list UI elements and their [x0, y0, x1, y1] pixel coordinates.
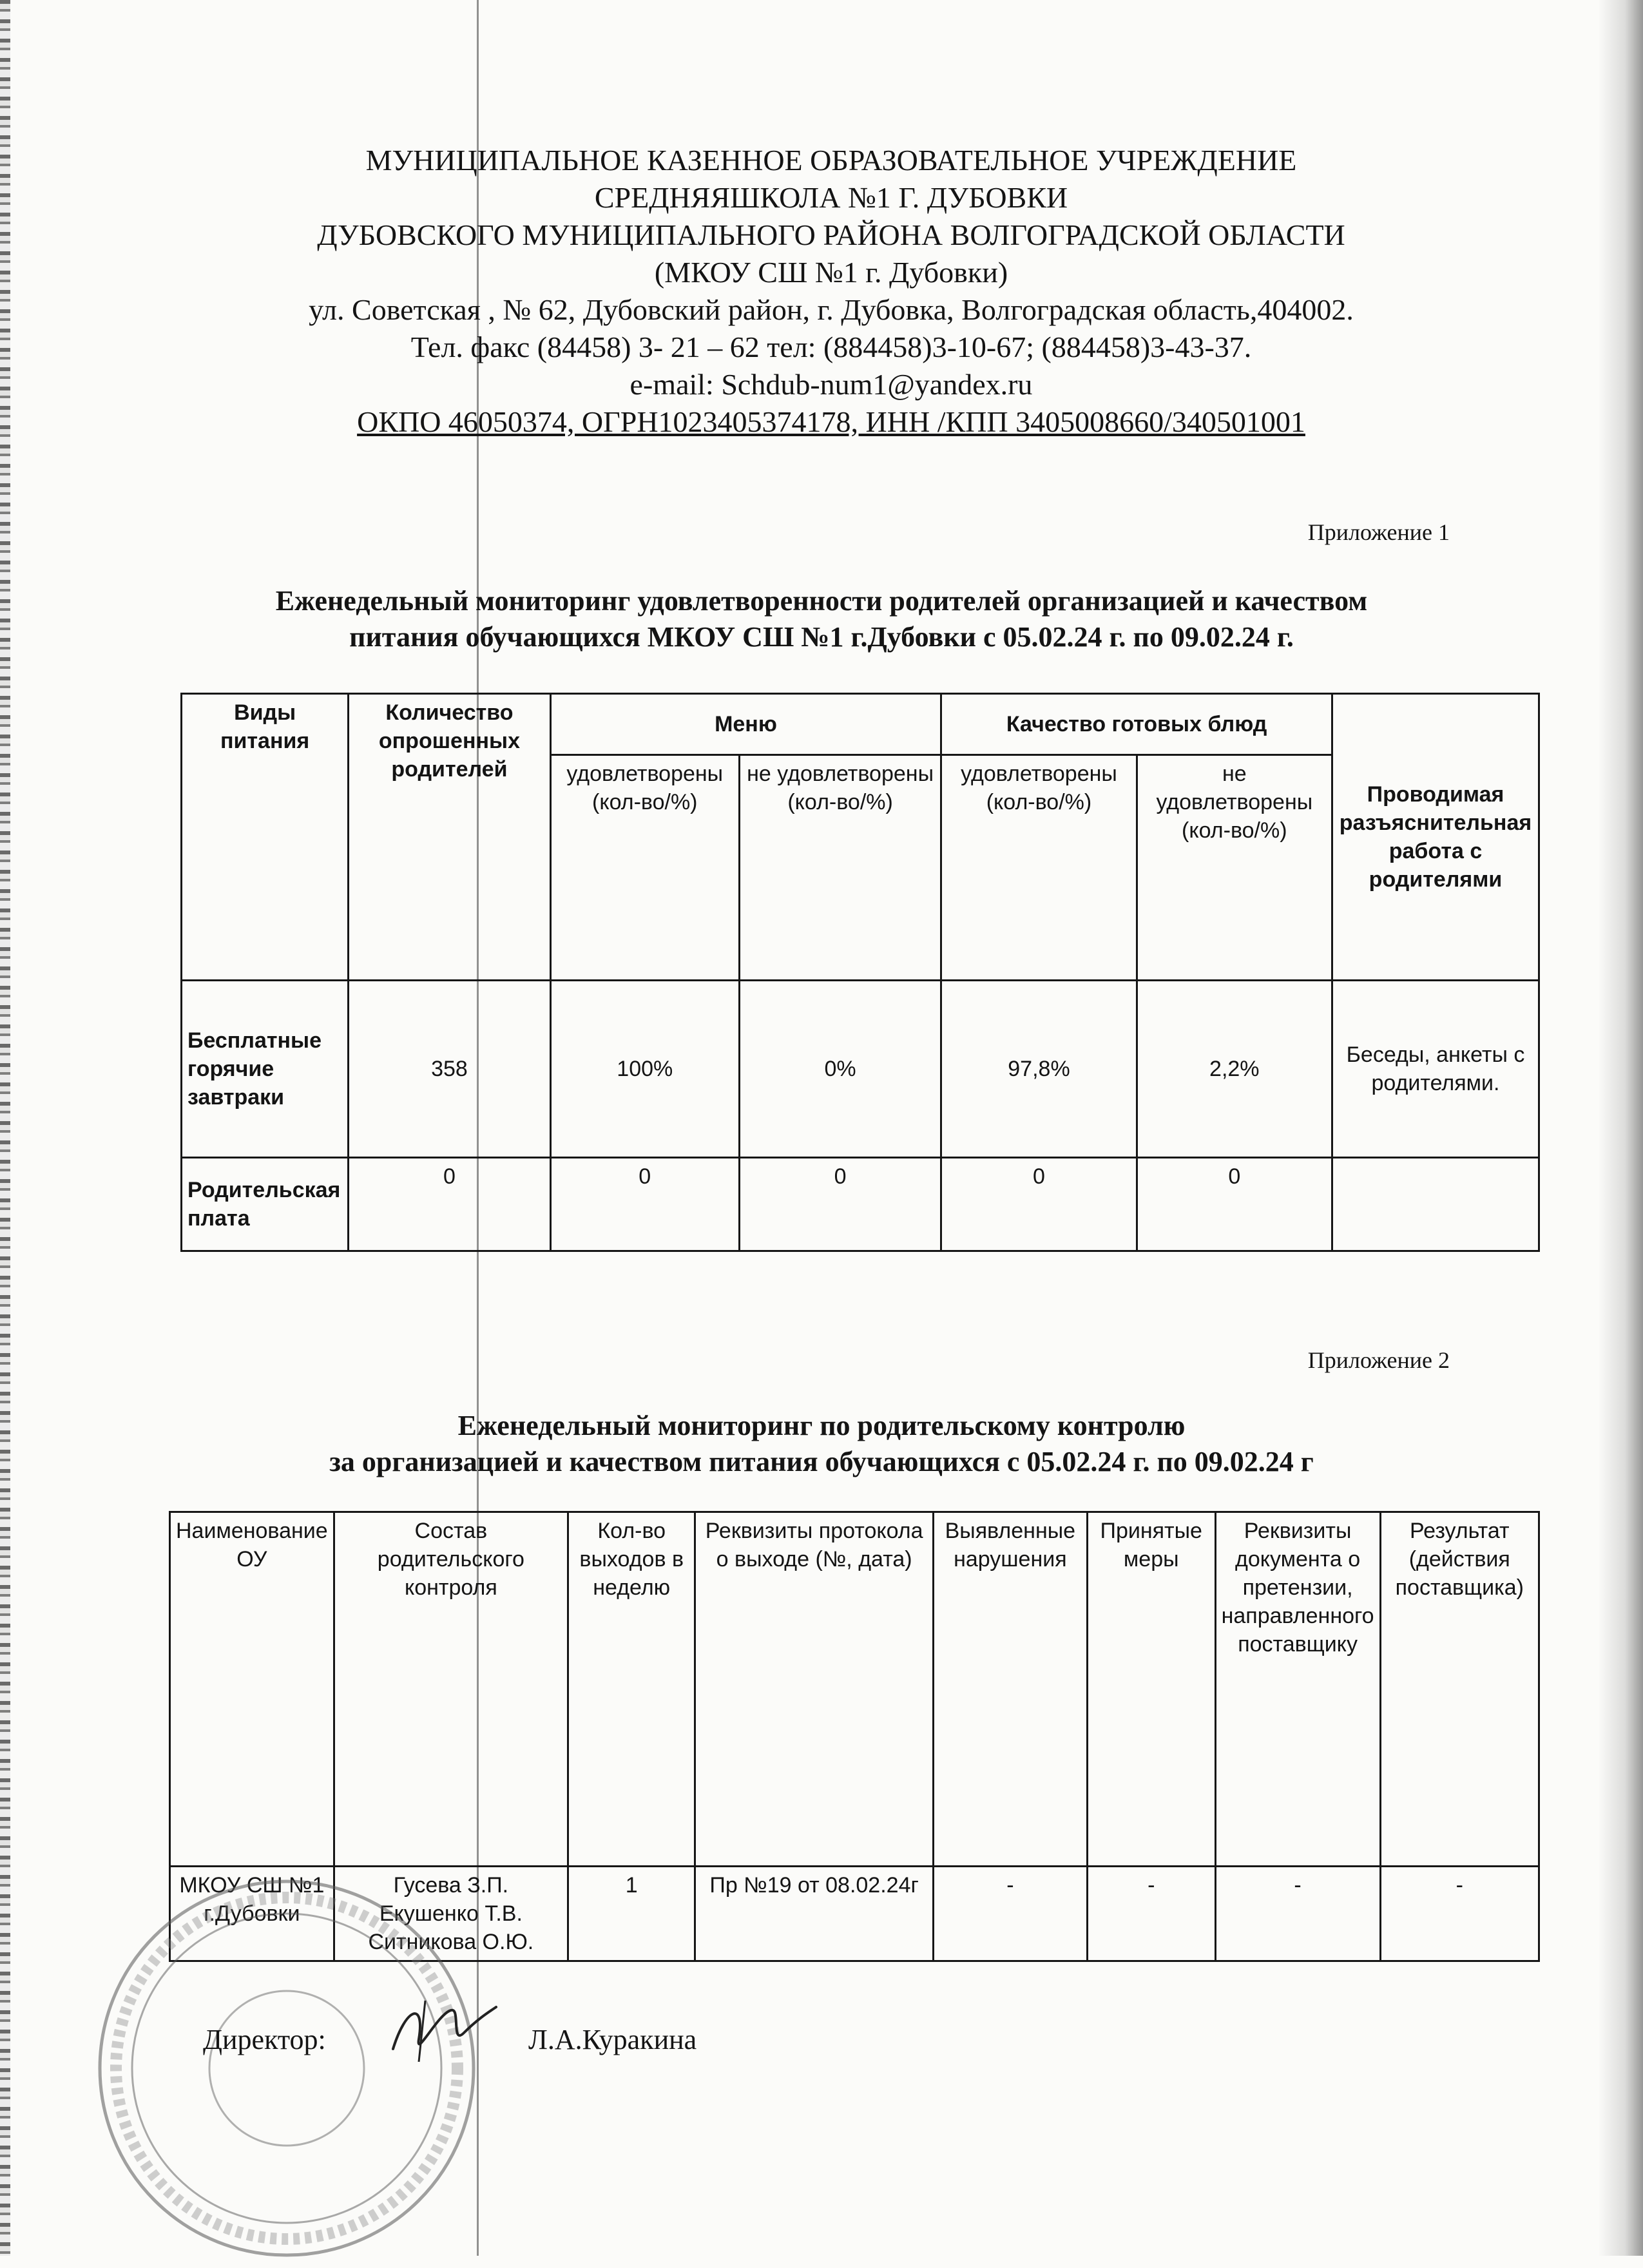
- col-header-menu-unsatisfied: не удовлетворены (кол-во/%): [739, 755, 941, 981]
- col-header-supplier-result: Результат (действия поставщика): [1380, 1512, 1539, 1867]
- col-header-control-composition: Состав родительского контроля: [334, 1512, 568, 1867]
- control-member-2: Екушенко Т.В.: [379, 1901, 523, 1926]
- col-header-menu: Меню: [550, 694, 941, 755]
- col-header-protocol-details: Реквизиты протокола о выходе (№, дата): [695, 1512, 933, 1867]
- cell-quality-satisfied: 97,8%: [941, 981, 1137, 1158]
- col-header-claim-document: Реквизиты документа о претензии, направленного поставщику: [1215, 1512, 1380, 1867]
- appendix-1-title: [161, 583, 1482, 655]
- cell-menu-satisfied: 0: [550, 1158, 739, 1251]
- scan-right-shadow: [1598, 0, 1643, 2256]
- table-row: [182, 981, 1539, 1158]
- header-phones: Тел. факс (84458) 3- 21 – 62 тел: (884458)3-10-67; (884458)3-43-37.: [410, 331, 1252, 363]
- header-codes: ОКПО 46050374, ОГРН1023405374178, ИНН /КПП 3405008660/340501001: [357, 405, 1305, 438]
- appendix-1-title-line-1: Еженедельный мониторинг удовлетворенности родителей организацией и качеством: [275, 585, 1368, 617]
- cell-school-name: МКОУ СШ №1 г.Дубовки: [170, 1867, 334, 1961]
- cell-menu-unsatisfied: 0%: [739, 981, 941, 1158]
- cell-food-type: Родительская плата: [182, 1158, 349, 1251]
- letterhead: [193, 142, 1469, 441]
- header-line-1: МУНИЦИПАЛЬНОЕ КАЗЕННОЕ ОБРАЗОВАТЕЛЬНОЕ УЧРЕЖДЕНИЕ: [365, 144, 1297, 177]
- cell-quality-unsatisfied: 2,2%: [1137, 981, 1332, 1158]
- col-header-visits-per-week: Кол-во выходов в неделю: [568, 1512, 695, 1867]
- cell-explanatory-work: Беседы, анкеты с родителями.: [1332, 981, 1539, 1158]
- cell-protocol-details: Пр №19 от 08.02.24г: [695, 1867, 933, 1961]
- cell-menu-satisfied: 100%: [550, 981, 739, 1158]
- cell-quality-satisfied: 0: [941, 1158, 1137, 1251]
- cell-explanatory-work: [1332, 1158, 1539, 1251]
- col-header-quality-unsatisfied: не удовлетворены (кол-во/%): [1137, 755, 1332, 981]
- cell-visits-per-week: 1: [568, 1867, 695, 1961]
- header-email: e-mail: Schdub-num1@yandex.ru: [629, 368, 1033, 401]
- cell-food-type: Бесплатные горячие завтраки: [182, 981, 349, 1158]
- col-header-school-name: Наименование ОУ: [170, 1512, 334, 1867]
- cell-parents-count: 358: [349, 981, 550, 1158]
- header-line-2: СРЕДНЯЯШКОЛА №1 Г. ДУБОВКИ: [594, 181, 1068, 214]
- appendix-1-title-line-2: питания обучающихся МКОУ СШ №1 г.Дубовки с 05.02.24 г. по 09.02.24 г.: [349, 621, 1294, 653]
- header-line-3: ДУБОВСКОГО МУНИЦИПАЛЬНОГО РАЙОНА ВОЛГОГРАДСКОЙ ОБЛАСТИ: [317, 218, 1345, 251]
- cell-claim-document: -: [1215, 1867, 1380, 1961]
- col-header-quality-satisfied: удовлетворены (кол-во/%): [941, 755, 1137, 981]
- appendix-1-label: Приложение 1: [1307, 519, 1450, 545]
- cell-supplier-result: -: [1380, 1867, 1539, 1961]
- col-header-violations: Выявленные нарушения: [933, 1512, 1087, 1867]
- control-member-3: Ситникова О.Ю.: [368, 1930, 534, 1954]
- director-label: Директор:: [203, 2024, 326, 2055]
- control-member-1: Гусева З.П.: [393, 1873, 509, 1898]
- appendix-2-title: [161, 1408, 1482, 1480]
- appendix-2-label: Приложение 2: [1307, 1347, 1450, 1373]
- satisfaction-table: [180, 693, 1540, 1252]
- col-header-explanatory-work: Проводимая разъяснительная работа с родителями: [1332, 694, 1539, 981]
- cell-measures: -: [1087, 1867, 1215, 1961]
- col-header-dish-quality: Качество готовых блюд: [941, 694, 1332, 755]
- col-header-menu-satisfied: удовлетворены (кол-во/%): [550, 755, 739, 981]
- scan-left-edge: [0, 0, 10, 2256]
- header-address: ул. Советская , № 62, Дубовский район, г. Дубовка, Волгоградская область,404002.: [309, 293, 1354, 326]
- appendix-2-title-line-2: за организацией и качеством питания обучающихся с 05.02.24 г. по 09.02.24 г: [329, 1446, 1314, 1477]
- col-header-parents-count: Количество опрошенных родителей: [349, 694, 550, 981]
- col-header-measures: Принятые меры: [1087, 1512, 1215, 1867]
- cell-quality-unsatisfied: 0: [1137, 1158, 1332, 1251]
- appendix-2-title-line-1: Еженедельный мониторинг по родительскому контролю: [457, 1410, 1186, 1441]
- table-row: [182, 1158, 1539, 1251]
- cell-menu-unsatisfied: 0: [739, 1158, 941, 1251]
- cell-parents-count: 0: [349, 1158, 550, 1251]
- header-line-4: (МКОУ СШ №1 г. Дубовки): [654, 256, 1008, 289]
- director-name: Л.А.Куракина: [528, 2024, 697, 2055]
- signature-icon: [380, 1988, 503, 2071]
- cell-violations: -: [933, 1867, 1087, 1961]
- col-header-food-type: Виды питания: [182, 694, 349, 981]
